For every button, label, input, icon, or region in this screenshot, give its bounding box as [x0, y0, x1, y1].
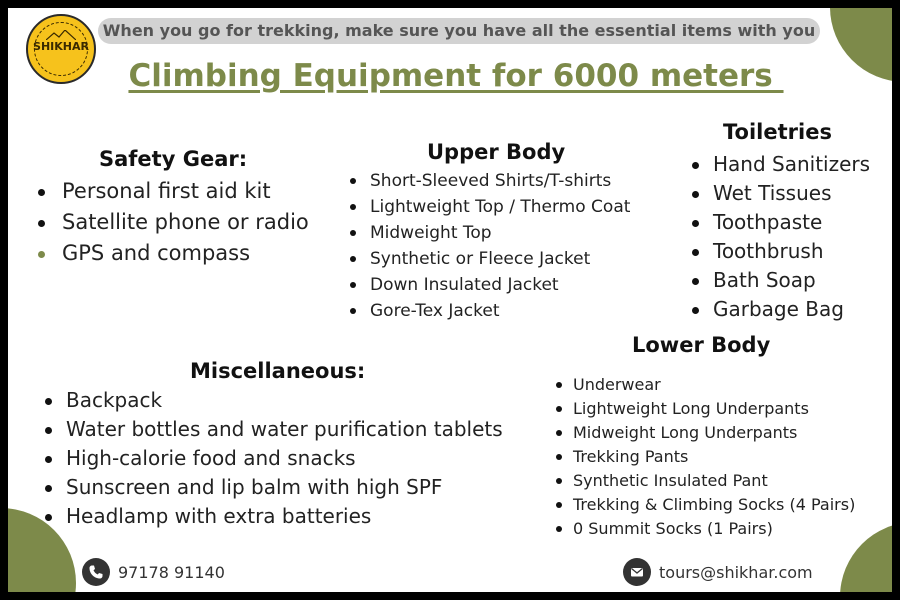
phone-number[interactable]: 97178 91140 [118, 562, 225, 582]
list-item: Hand Sanitizers [690, 150, 870, 179]
list-item: Sunscreen and lip balm with high SPF [43, 473, 503, 502]
lower-body-heading: Lower Body [632, 333, 771, 357]
phone-icon [82, 558, 110, 586]
toiletries-heading: Toiletries [723, 120, 832, 144]
list-item: Gore-Tex Jacket [348, 298, 630, 324]
list-item: Satellite phone or radio [36, 207, 309, 238]
list-item: Headlamp with extra batteries [43, 502, 503, 531]
miscellaneous-list [43, 386, 503, 531]
safety-gear-list [36, 176, 309, 269]
list-item: Trekking & Climbing Socks (4 Pairs) [554, 493, 855, 517]
upper-body-heading: Upper Body [427, 140, 566, 164]
list-item: Trekking Pants [554, 445, 855, 469]
toiletries-list [690, 150, 870, 324]
email-address[interactable]: tours@shikhar.com [659, 562, 813, 582]
safety-gear-heading: Safety Gear: [99, 147, 248, 171]
list-item: 0 Summit Socks (1 Pairs) [554, 517, 855, 541]
list-item: Personal first aid kit [36, 176, 309, 207]
list-item: Midweight Long Underpants [554, 421, 855, 445]
list-item: Lightweight Long Underpants [554, 397, 855, 421]
list-item: Underwear [554, 373, 855, 397]
list-item: GPS and compass [36, 238, 309, 269]
page-title: Climbing Equipment for 6000 meters [128, 58, 784, 94]
list-item: Backpack [43, 386, 503, 415]
list-item: Synthetic Insulated Pant [554, 469, 855, 493]
list-item: Toothbrush [690, 237, 870, 266]
lower-body-list [554, 373, 855, 541]
list-item: Midweight Top [348, 220, 630, 246]
list-item: Water bottles and water purification tablets [43, 415, 503, 444]
miscellaneous-heading: Miscellaneous: [190, 359, 366, 383]
list-item: Synthetic or Fleece Jacket [348, 246, 630, 272]
list-item: Wet Tissues [690, 179, 870, 208]
mountain-icon [46, 30, 76, 40]
upper-body-list [348, 168, 630, 324]
list-item: Short-Sleeved Shirts/T-shirts [348, 168, 630, 194]
list-item: High-calorie food and snacks [43, 444, 503, 473]
list-item: Garbage Bag [690, 295, 870, 324]
top-banner: When you go for trekking, make sure you have all the essential items with you [98, 18, 820, 44]
email-contact[interactable] [623, 558, 813, 586]
list-item: Bath Soap [690, 266, 870, 295]
list-item: Toothpaste [690, 208, 870, 237]
list-item: Down Insulated Jacket [348, 272, 630, 298]
phone-contact[interactable] [82, 558, 225, 586]
email-icon [623, 558, 651, 586]
list-item: Lightweight Top / Thermo Coat [348, 194, 630, 220]
logo-word: SHIKHAR [33, 40, 89, 53]
